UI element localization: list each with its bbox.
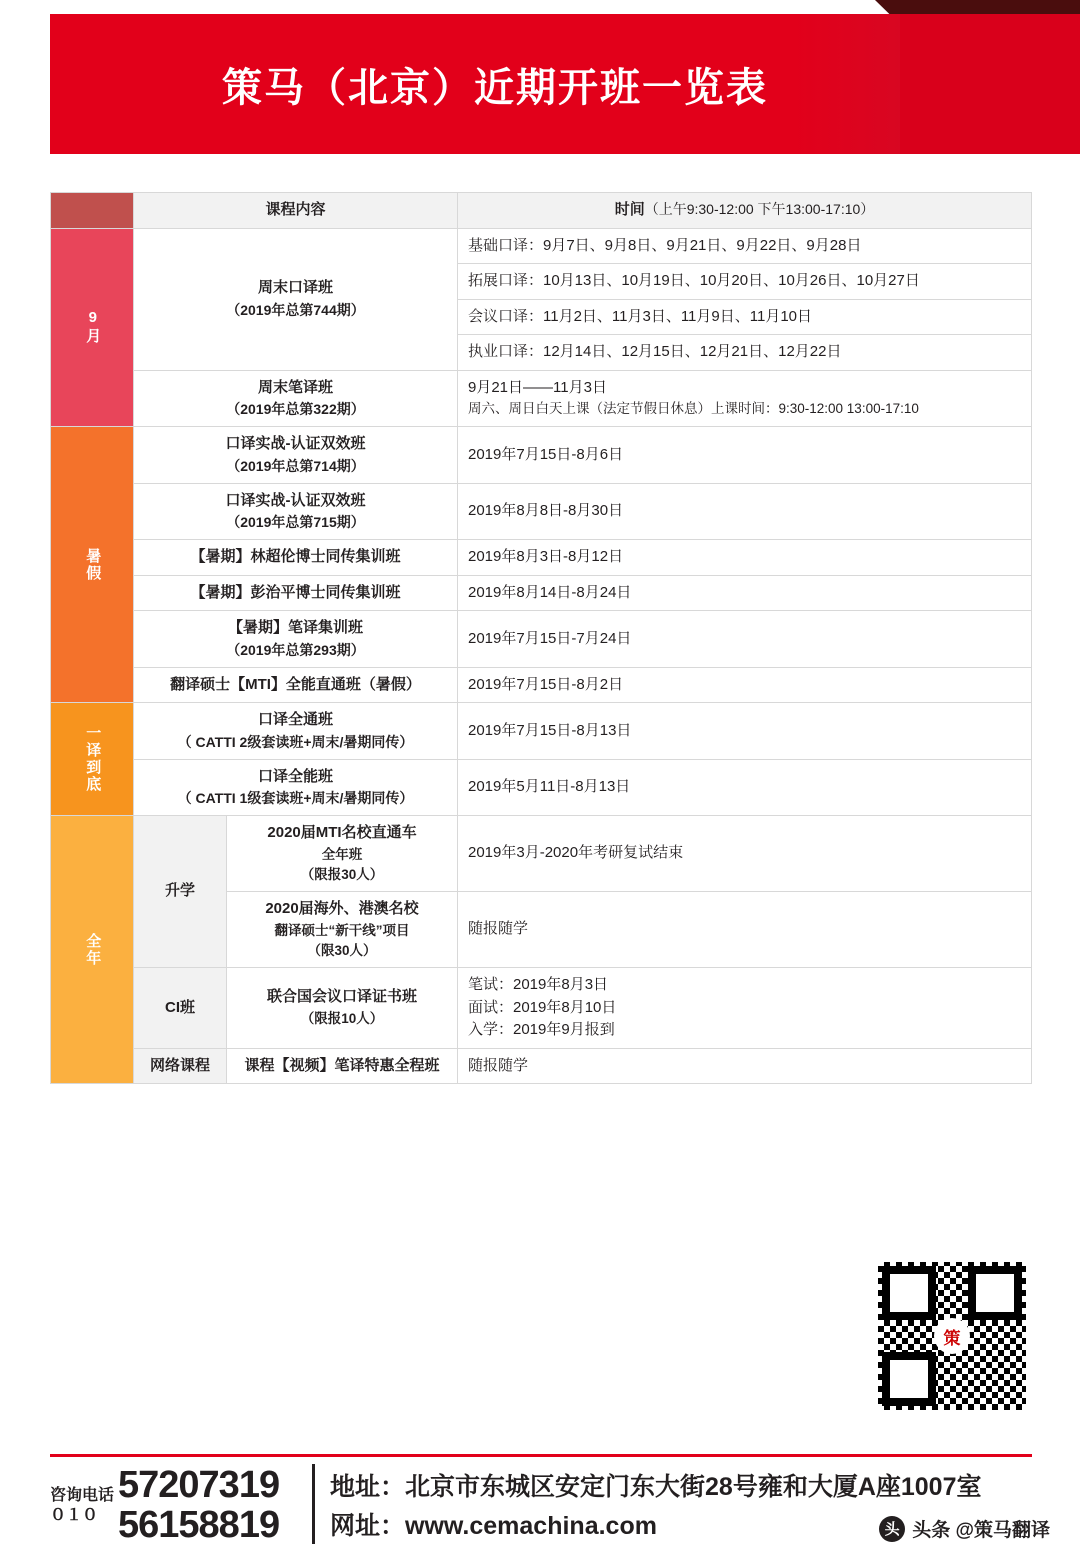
course-time: 随报随学: [458, 892, 1032, 968]
table-row: [51, 540, 1032, 576]
course-subtitle: （ CATTI 2级套读班+周末/暑期同传）: [177, 733, 414, 750]
course-schedule-table: [50, 192, 1032, 1084]
course-title: 口译实战-认证双效班: [225, 435, 366, 452]
table-header-row: [51, 193, 1032, 229]
qr-finder-bottom-left: [882, 1352, 936, 1406]
course-title: 【暑期】笔译集训班: [227, 619, 363, 636]
course-time: 2019年8月14日-8月24日: [458, 575, 1032, 611]
footer-vertical-divider: [312, 1464, 315, 1544]
qr-logo: 策: [934, 1318, 970, 1354]
course-time-line: 笔试：2019年8月3日: [468, 976, 609, 993]
table-row: [51, 667, 1032, 703]
course-time: 2019年7月15日-8月13日: [458, 703, 1032, 760]
table-row: [51, 575, 1032, 611]
toutiao-icon: 头: [879, 1516, 905, 1542]
table-row: [51, 427, 1032, 484]
course-subtitle: （2019年总第293期）: [226, 641, 365, 658]
course-name-cell: [227, 892, 458, 968]
course-time: 2019年3月-2020年考研复试结束: [458, 816, 1032, 892]
qr-code-icon[interactable]: [878, 1262, 1026, 1410]
course-subtitle: （2019年总第715期）: [226, 514, 365, 530]
course-title: 2020届MTI名校直通车: [267, 824, 417, 841]
course-time: 拓展口译：10月13日、10月19日、10月20日、10月26日、10月27日: [458, 264, 1032, 300]
header-time-label: 时间: [614, 201, 645, 218]
table-row: [51, 759, 1032, 816]
course-time-line: 入学：2019年9月报到: [468, 1021, 615, 1038]
subgroup-label-online: 网络课程: [134, 1048, 227, 1084]
group-label-fullyear: [51, 816, 134, 1084]
header-course-content: 课程内容: [134, 193, 458, 229]
table-row: [51, 370, 1032, 427]
course-title: 口译全能班: [257, 767, 333, 785]
footer-phone-1: 57207319: [118, 1464, 280, 1506]
group-label-september: [51, 228, 134, 427]
course-subtitle: （限30人）: [307, 942, 377, 958]
course-subtitle: （限报10人）: [300, 1010, 384, 1026]
course-name-cell: [134, 759, 458, 816]
course-time: 随报随学: [458, 1048, 1032, 1084]
table-row: [51, 483, 1032, 540]
course-name-cell: [134, 667, 458, 703]
table-row: [51, 816, 1032, 892]
course-name-cell: [134, 228, 458, 370]
header-banner: [0, 0, 1080, 172]
table-row: [51, 611, 1032, 668]
course-name-cell: [134, 427, 458, 484]
footer-site-label: 网址：: [330, 1511, 406, 1540]
course-time: 2019年7月15日-8月2日: [458, 667, 1032, 703]
course-subtitle: （ CATTI 1级套读班+周末/暑期同传）: [177, 790, 414, 806]
course-name-cell: [134, 540, 458, 576]
course-name-cell: [134, 575, 458, 611]
footer-phone-2: 56158819: [118, 1503, 280, 1546]
course-title: 翻译硕士【MTI】全能直通班（暑假）: [170, 675, 421, 693]
page-title: 策马（北京）近期开班一览表: [222, 65, 768, 110]
group-label-summer-text: 暑假: [84, 547, 102, 582]
subgroup-label-shengxue: 升学: [134, 816, 227, 968]
course-time: [458, 968, 1032, 1049]
header-corner-cell: [51, 193, 134, 229]
footer-address-label: 地址：: [330, 1473, 406, 1501]
course-time: 2019年7月15日-7月24日: [458, 611, 1032, 668]
course-title: 联合国会议口译证书班: [266, 988, 417, 1006]
course-time-main: 9月21日——11月3日: [468, 378, 607, 396]
footer-brand-text: 头条 @策马翻译: [912, 1520, 1050, 1541]
table-row: [51, 1048, 1032, 1084]
course-time-line: 面试：2019年8月10日: [468, 998, 617, 1016]
group-label-fullyear-text: 全年: [84, 932, 102, 967]
header-time: [458, 193, 1032, 229]
table-row: [51, 968, 1032, 1049]
course-name-cell: [134, 483, 458, 540]
course-subtitle: （2019年总第714期）: [226, 457, 365, 474]
group-label-yiyidaodi: [51, 703, 134, 816]
footer-address: 北京市东城区安定门东大街28号雍和大厦A座1007室: [405, 1473, 982, 1501]
course-time: [458, 370, 1032, 427]
course-title: 周末口译班: [257, 279, 333, 297]
course-title-line2: 全年班: [321, 846, 363, 862]
subgroup-label-ci: CI班: [134, 968, 227, 1049]
course-subtitle: （2019年总第322期）: [226, 401, 365, 417]
footer-divider: [50, 1454, 1032, 1457]
footer-address-row: [330, 1468, 982, 1507]
course-time: 基础口译：9月7日、9月8日、9月21日、9月22日、9月28日: [458, 228, 1032, 264]
course-name-cell: [134, 611, 458, 668]
course-name-cell: [134, 703, 458, 760]
course-title: 2020届海外、港澳名校: [265, 900, 419, 917]
course-time: 2019年7月15日-8月6日: [458, 427, 1032, 484]
course-title: 课程【视频】笔译特惠全程班: [244, 1056, 440, 1074]
footer-phone-label-1: 咨询电话: [50, 1486, 115, 1504]
course-time: 2019年8月3日-8月12日: [458, 540, 1032, 576]
table-row: [51, 703, 1032, 760]
footer-phone-label-2: ０１０: [50, 1506, 99, 1524]
group-label-summer: [51, 427, 134, 703]
footer-site[interactable]: www.cemachina.com: [405, 1511, 657, 1540]
course-title: 周末笔译班: [257, 378, 333, 396]
header-time-sub: （上午9:30-12:00 下午13:00-17:10）: [644, 201, 875, 217]
course-subtitle: （限报30人）: [300, 866, 384, 882]
course-title: 口译全通班: [257, 711, 333, 728]
course-name-cell: [227, 968, 458, 1049]
course-time: 2019年5月11日-8月13日: [458, 759, 1032, 816]
course-name-cell: [227, 1048, 458, 1084]
group-label-yiyidaodi-text: 一译到底: [84, 725, 102, 793]
course-title-line2: 翻译硕士“新干线”项目: [274, 922, 410, 938]
course-time: 2019年8月8日-8月30日: [458, 483, 1032, 540]
course-time: 会议口译：11月2日、11月3日、11月9日、11月10日: [458, 299, 1032, 335]
course-time-note: 周六、周日白天上课（法定节假日休息）上课时间：9:30-12:00 13:00-17:10: [468, 401, 919, 417]
course-time: 执业口译：12月14日、12月15日、12月21日、12月22日: [458, 335, 1032, 371]
footer-brand: [879, 1515, 1050, 1542]
course-title: 【暑期】林超伦博士同传集训班: [190, 548, 401, 565]
course-name-cell: [134, 370, 458, 427]
table-row: [51, 228, 1032, 264]
course-subtitle: （2019年总第744期）: [226, 301, 365, 318]
course-title: 口译实战-认证双效班: [225, 491, 366, 509]
footer-phone-block: [50, 1466, 279, 1546]
group-label-september-text: 9月: [84, 309, 102, 346]
course-title: 【暑期】彭治平博士同传集训班: [190, 583, 401, 601]
course-name-cell: [227, 816, 458, 892]
footer: [0, 1450, 1080, 1562]
